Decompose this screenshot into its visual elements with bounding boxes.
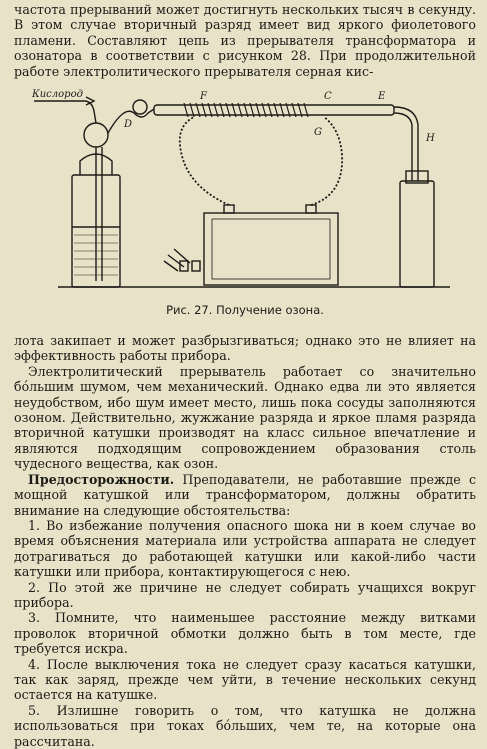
tap-D [133, 100, 147, 114]
figure-caption: Рис. 27. Получение озона. [166, 303, 324, 318]
label-G: G [314, 127, 322, 139]
precaution-item: 4. После выключения тока не следует сразу касаться катушки, так как заряд, прежде чем уйти, в течение нескольких секунд остается на катушке. [14, 656, 476, 703]
paragraph-2: Электролитический прерыватель работает со значительно бóльшим шумом, чем механический. Однако едва ли это является неудобством, ибо шум имеет место, лишь пока сосуды заполняются озоном. Действительно, жужжание разряда и яркое пламя разряда вторичной катушки производят на класс сильное впечатление и являются подходящим сопровождением образования столь чудесного вещества, как озон. [14, 363, 476, 472]
induction-coil [204, 213, 338, 285]
top-paragraph: частота прерываний может достигнуть нескольких тысяч в секунду. В этом случае вторичный разряд имеет вид яркого фиолетового пламени. Составляют цепь из прерывателя трансформатора и озонатора в соответствии с рисунком 28. При продолжительной работе электролитического прерывателя серная кис- [14, 2, 476, 79]
label-D: D [124, 119, 133, 131]
left-bulb [84, 123, 108, 147]
label-F: F [200, 91, 207, 103]
ozone-apparatus-drawing [14, 85, 476, 301]
label-H: H [426, 133, 435, 145]
precautions-intro [14, 472, 476, 518]
precaution-item: 5. Излишне говорить о том, что катушка не должна использоваться при токах бóльших, чем те, на которые она рассчитана. [14, 702, 476, 749]
label-E: E [378, 91, 386, 103]
right-cylinder [400, 181, 434, 287]
precaution-item: 3. Помните, что наименьшее расстояние между витками проволок вторичной обмотки должно быть в том месте, где требуется искра. [14, 610, 476, 657]
figure-27 [14, 85, 476, 301]
precaution-item: 2. По этой же причине не следует собирать учащихся вокруг прибора. [14, 579, 476, 610]
page [14, 2, 476, 749]
label-oxygen: Кислород [32, 89, 83, 101]
ozonizer-tube [154, 105, 394, 115]
precautions-heading: Предосторожности. [28, 471, 175, 487]
paragraph-1: лота закипает и может разбрызгиваться; однако это не влияет на эффективность работы прибора. [14, 333, 476, 364]
precautions-intro-text: Преподаватели, не работавшие прежде с мощной катушкой или трансформатором, должны обратить внимание на следующие обстоятельства: [14, 471, 476, 518]
precaution-item: 1. Во избежание получения опасного шока ни в коем случае во время объяснения материала или устройства аппарата не следует дотрагиваться до работающей катушки или какой-либо части катушки или прибора, контактирующегося с нею. [14, 517, 476, 580]
label-C: C [324, 91, 332, 103]
